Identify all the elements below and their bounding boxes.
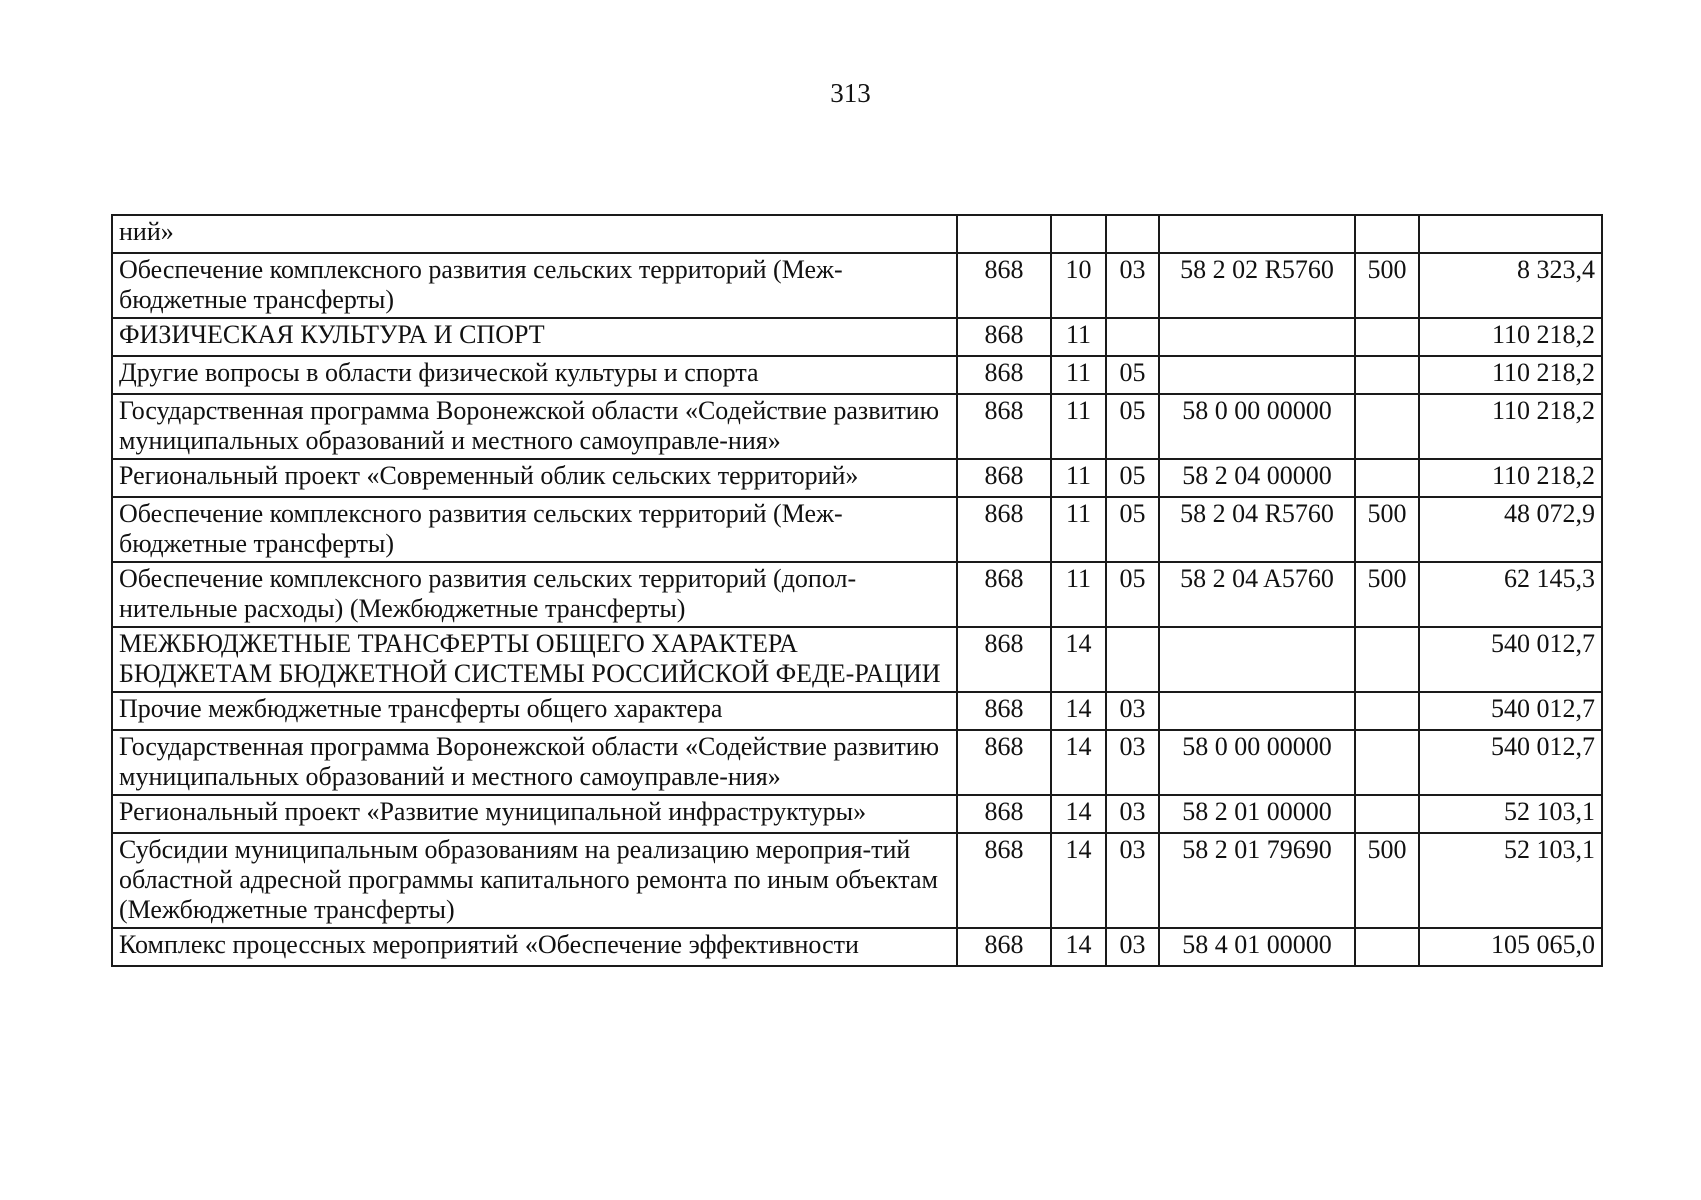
table-row — [112, 394, 1602, 459]
row-ved: 868 — [957, 627, 1051, 692]
row-ved: 868 — [957, 497, 1051, 562]
row-sum: 8 323,4 — [1419, 253, 1602, 318]
row-name: Прочие межбюджетные трансферты общего характера — [112, 692, 957, 730]
row-ved: 868 — [957, 394, 1051, 459]
table-row — [112, 253, 1602, 318]
row-sum: 52 103,1 — [1419, 833, 1602, 928]
row-rz: 11 — [1051, 394, 1106, 459]
row-sum: 110 218,2 — [1419, 356, 1602, 394]
row-name: Другие вопросы в области физической культуры и спорта — [112, 356, 957, 394]
row-sum: 110 218,2 — [1419, 459, 1602, 497]
table-row — [112, 356, 1602, 394]
row-csr: 58 2 04 00000 — [1159, 459, 1355, 497]
row-vr: 500 — [1355, 497, 1419, 562]
row-vr — [1355, 318, 1419, 356]
row-rz: 11 — [1051, 562, 1106, 627]
row-ved: 868 — [957, 459, 1051, 497]
row-rz: 14 — [1051, 928, 1106, 966]
row-csr: 58 2 01 00000 — [1159, 795, 1355, 833]
row-sum: 110 218,2 — [1419, 318, 1602, 356]
row-rz: 11 — [1051, 356, 1106, 394]
row-pr — [1106, 627, 1159, 692]
row-rz: 11 — [1051, 318, 1106, 356]
row-rz — [1051, 215, 1106, 253]
row-name: Обеспечение комплексного развития сельских территорий (допол-нительные расходы) (Межбюджетные трансферты) — [112, 562, 957, 627]
table-row — [112, 833, 1602, 928]
page-number: 313 — [830, 78, 871, 108]
row-vr — [1355, 730, 1419, 795]
row-vr — [1355, 459, 1419, 497]
row-vr: 500 — [1355, 833, 1419, 928]
row-rz: 14 — [1051, 795, 1106, 833]
row-name: Региональный проект «Современный облик сельских территорий» — [112, 459, 957, 497]
budget-table — [111, 214, 1603, 967]
row-ved: 868 — [957, 928, 1051, 966]
row-name: Комплекс процессных мероприятий «Обеспечение эффективности — [112, 928, 957, 966]
table-row — [112, 318, 1602, 356]
row-csr: 58 2 02 R5760 — [1159, 253, 1355, 318]
row-vr — [1355, 928, 1419, 966]
row-pr: 03 — [1106, 795, 1159, 833]
row-pr — [1106, 215, 1159, 253]
row-csr: 58 2 04 R5760 — [1159, 497, 1355, 562]
row-sum: 110 218,2 — [1419, 394, 1602, 459]
row-pr: 05 — [1106, 356, 1159, 394]
table-row — [112, 692, 1602, 730]
row-ved: 868 — [957, 356, 1051, 394]
row-vr — [1355, 215, 1419, 253]
row-name: Обеспечение комплексного развития сельских территорий (Меж-бюджетные трансферты) — [112, 253, 957, 318]
row-ved: 868 — [957, 253, 1051, 318]
row-ved: 868 — [957, 730, 1051, 795]
row-pr: 05 — [1106, 459, 1159, 497]
row-ved: 868 — [957, 795, 1051, 833]
row-pr: 03 — [1106, 730, 1159, 795]
row-rz: 14 — [1051, 627, 1106, 692]
row-sum: 540 012,7 — [1419, 627, 1602, 692]
row-name: Региональный проект «Развитие муниципальной инфраструктуры» — [112, 795, 957, 833]
row-name: Государственная программа Воронежской области «Содействие развитию муниципальных образований и местного самоуправле-ния» — [112, 730, 957, 795]
row-csr — [1159, 692, 1355, 730]
row-vr — [1355, 394, 1419, 459]
row-csr: 58 0 00 00000 — [1159, 730, 1355, 795]
row-pr: 03 — [1106, 253, 1159, 318]
row-pr: 05 — [1106, 394, 1159, 459]
row-ved: 868 — [957, 318, 1051, 356]
row-sum: 48 072,9 — [1419, 497, 1602, 562]
row-csr: 58 0 00 00000 — [1159, 394, 1355, 459]
row-ved: 868 — [957, 833, 1051, 928]
table-row — [112, 562, 1602, 627]
row-vr — [1355, 627, 1419, 692]
row-vr: 500 — [1355, 253, 1419, 318]
row-csr: 58 2 01 79690 — [1159, 833, 1355, 928]
row-csr: 58 4 01 00000 — [1159, 928, 1355, 966]
row-vr — [1355, 356, 1419, 394]
table-row — [112, 928, 1602, 966]
table-row — [112, 795, 1602, 833]
row-sum: 105 065,0 — [1419, 928, 1602, 966]
row-vr — [1355, 692, 1419, 730]
table-row — [112, 215, 1602, 253]
row-sum: 540 012,7 — [1419, 692, 1602, 730]
row-vr: 500 — [1355, 562, 1419, 627]
row-pr: 03 — [1106, 692, 1159, 730]
row-sum: 540 012,7 — [1419, 730, 1602, 795]
row-ved: 868 — [957, 692, 1051, 730]
row-name: Обеспечение комплексного развития сельских территорий (Меж-бюджетные трансферты) — [112, 497, 957, 562]
row-sum: 52 103,1 — [1419, 795, 1602, 833]
row-name: ний» — [112, 215, 957, 253]
row-pr — [1106, 318, 1159, 356]
row-rz: 14 — [1051, 730, 1106, 795]
table-row — [112, 459, 1602, 497]
row-name: МЕЖБЮДЖЕТНЫЕ ТРАНСФЕРТЫ ОБЩЕГО ХАРАКТЕРА БЮДЖЕТАМ БЮДЖЕТНОЙ СИСТЕМЫ РОССИЙСКОЙ ФЕДЕ-РАЦИИ — [112, 627, 957, 692]
table-row — [112, 497, 1602, 562]
row-csr — [1159, 318, 1355, 356]
row-rz: 14 — [1051, 833, 1106, 928]
row-rz: 11 — [1051, 497, 1106, 562]
row-vr — [1355, 795, 1419, 833]
row-ved — [957, 215, 1051, 253]
row-rz: 14 — [1051, 692, 1106, 730]
row-name: Государственная программа Воронежской области «Содействие развитию муниципальных образований и местного самоуправле-ния» — [112, 394, 957, 459]
row-csr — [1159, 215, 1355, 253]
row-sum: 62 145,3 — [1419, 562, 1602, 627]
row-ved: 868 — [957, 562, 1051, 627]
row-pr: 03 — [1106, 833, 1159, 928]
row-sum — [1419, 215, 1602, 253]
row-csr: 58 2 04 A5760 — [1159, 562, 1355, 627]
table-row — [112, 730, 1602, 795]
row-csr — [1159, 627, 1355, 692]
row-name: ФИЗИЧЕСКАЯ КУЛЬТУРА И СПОРТ — [112, 318, 957, 356]
row-pr: 05 — [1106, 562, 1159, 627]
row-rz: 10 — [1051, 253, 1106, 318]
table-row — [112, 627, 1602, 692]
row-rz: 11 — [1051, 459, 1106, 497]
row-csr — [1159, 356, 1355, 394]
row-pr: 03 — [1106, 928, 1159, 966]
row-name: Субсидии муниципальным образованиям на реализацию мероприя-тий областной адресной программы капитального ремонта по иным объектам (Межбюджетные трансферты) — [112, 833, 957, 928]
row-pr: 05 — [1106, 497, 1159, 562]
